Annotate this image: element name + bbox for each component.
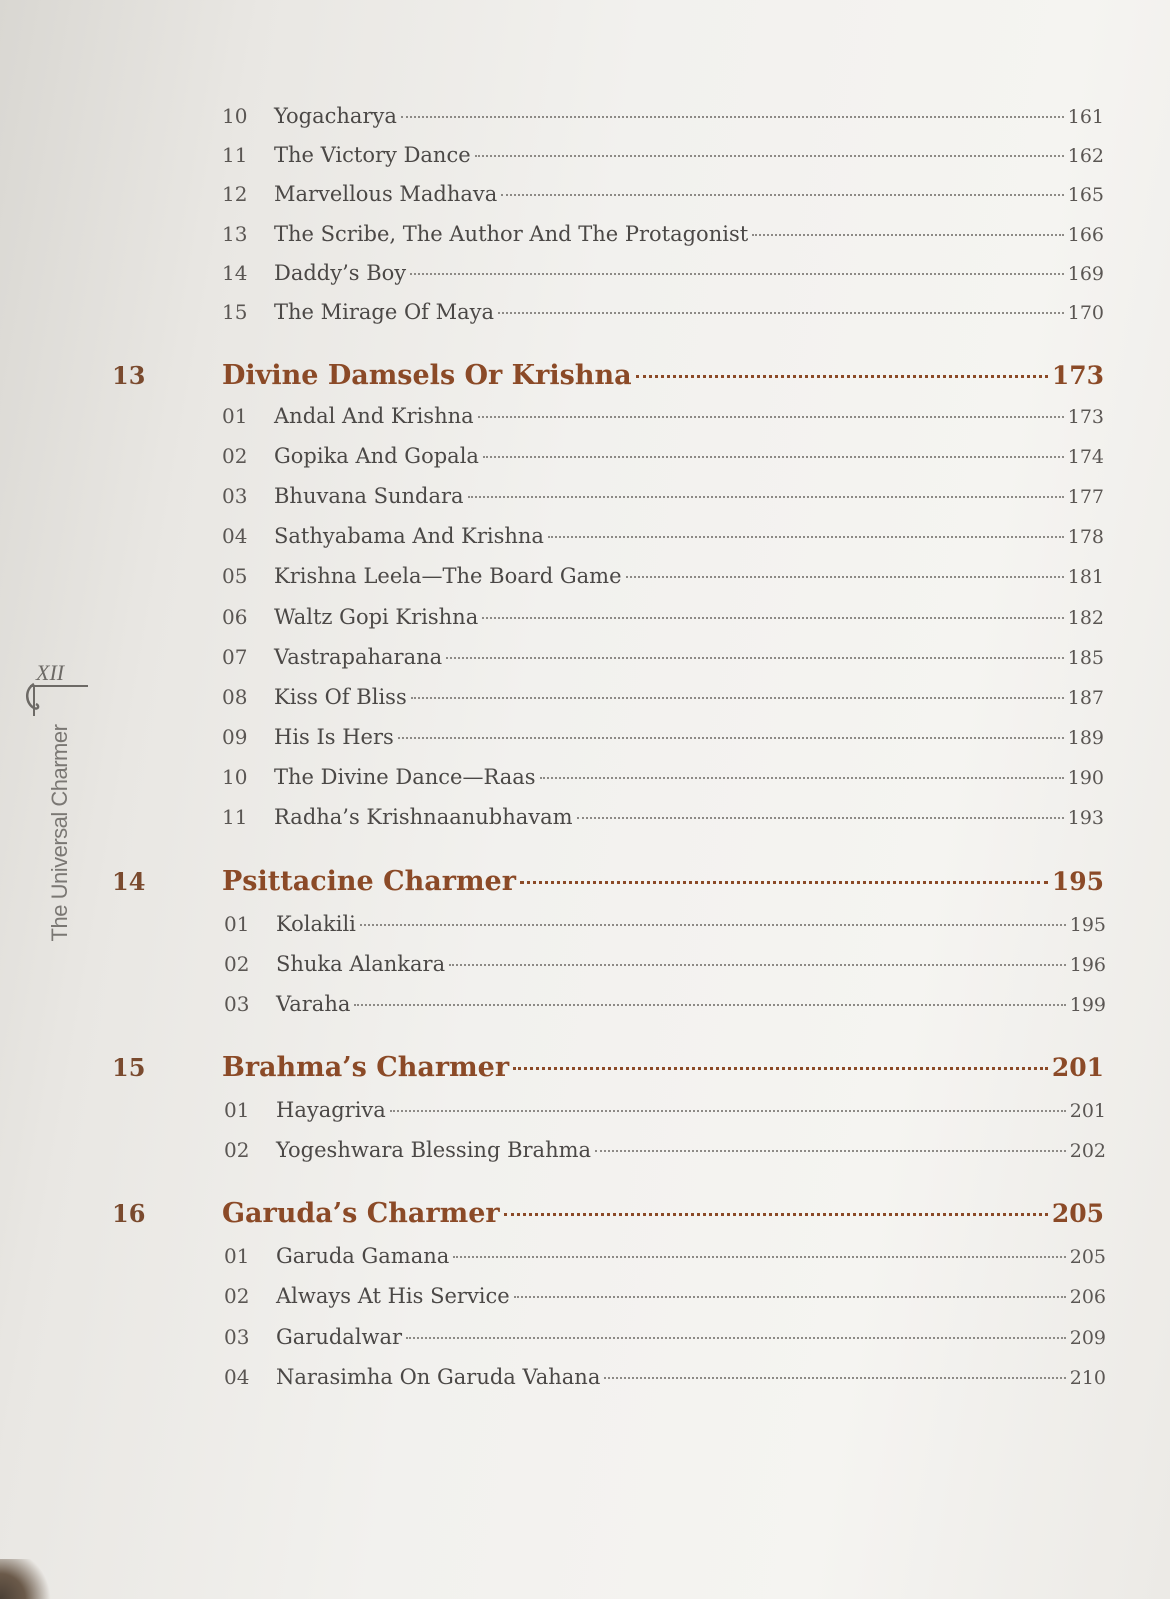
entry-title: The Victory Dance — [274, 143, 471, 168]
entry-title: Yogacharya — [274, 104, 397, 128]
dot-leader — [514, 1296, 1066, 1298]
entry-number: 04 — [222, 524, 248, 549]
dot-leader — [595, 1150, 1066, 1152]
toc-entry[interactable] — [222, 725, 1104, 757]
dot-leader — [504, 1213, 1048, 1216]
entry-page-number: 185 — [1067, 646, 1104, 669]
entry-page-number: 161 — [1067, 106, 1104, 128]
dot-leader — [577, 817, 1064, 819]
entry-page-number: 199 — [1069, 994, 1106, 1017]
toc-entry[interactable] — [222, 404, 1104, 436]
entry-title: His Is Hers — [274, 724, 394, 749]
chapter-heading[interactable] — [112, 866, 1104, 904]
entry-number: 10 — [222, 104, 248, 128]
chapter-title: Garuda’s Charmer — [222, 1198, 500, 1229]
entry-number: 03 — [224, 992, 250, 1017]
toc-entry[interactable] — [222, 222, 1104, 254]
dot-leader — [501, 194, 1063, 196]
entry-page-number: 177 — [1067, 486, 1104, 509]
entry-title: Vastrapaharana — [274, 644, 443, 669]
toc-entry[interactable] — [222, 524, 1104, 556]
entry-title: Marvellous Madhava — [274, 182, 498, 207]
page-folio: XII — [36, 660, 65, 685]
entry-page-number: 206 — [1069, 1286, 1106, 1309]
dot-leader — [604, 1377, 1065, 1379]
entry-number: 01 — [222, 404, 248, 428]
chapter-page-number: 205 — [1051, 1199, 1104, 1228]
entry-page-number: 174 — [1067, 446, 1104, 469]
dot-leader — [446, 657, 1064, 659]
dot-leader — [398, 737, 1064, 739]
chapter-page-number: 201 — [1051, 1053, 1104, 1082]
entry-title: Radha’s Krishnaanubhavam — [274, 805, 573, 829]
dot-leader — [475, 155, 1064, 157]
entry-page-number: 196 — [1069, 954, 1106, 977]
dot-leader — [468, 496, 1064, 498]
entry-title: Waltz Gopi Krishna — [274, 604, 479, 629]
entry-number: 03 — [222, 484, 248, 509]
entry-number: 06 — [222, 604, 248, 629]
entry-title: Kiss Of Bliss — [274, 684, 407, 709]
entry-number: 11 — [222, 805, 248, 829]
dot-leader — [410, 273, 1064, 275]
entry-page-number: 173 — [1067, 406, 1104, 428]
entry-number: 09 — [222, 724, 248, 749]
dot-leader — [401, 116, 1064, 118]
entry-number: 04 — [224, 1364, 250, 1389]
entry-title: Sathyabama And Krishna — [274, 524, 544, 549]
entry-title: Varaha — [276, 992, 351, 1017]
entry-title: Shuka Alankara — [276, 952, 446, 977]
dot-leader — [752, 234, 1064, 236]
toc-entry[interactable] — [222, 645, 1104, 677]
entry-title: The Scribe, The Author And The Protagonist — [274, 221, 749, 246]
dot-leader — [626, 576, 1064, 578]
toc-entry[interactable] — [222, 444, 1104, 476]
entry-number: 01 — [224, 912, 250, 936]
toc-entry[interactable] — [224, 952, 1106, 984]
toc-entry[interactable] — [222, 300, 1104, 332]
entry-page-number: 205 — [1069, 1246, 1106, 1268]
chapter-page-number: 173 — [1051, 361, 1104, 390]
entry-page-number: 181 — [1067, 566, 1104, 589]
toc-entry[interactable] — [222, 484, 1104, 516]
entry-number: 01 — [224, 1244, 250, 1268]
entry-page-number: 178 — [1067, 526, 1104, 549]
chapter-heading[interactable] — [112, 1198, 1104, 1236]
dot-leader — [449, 964, 1066, 966]
entry-title: Hayagriva — [276, 1098, 386, 1122]
entry-title: Krishna Leela—The Board Game — [274, 564, 622, 589]
entry-page-number: 190 — [1067, 766, 1104, 789]
dot-leader — [453, 1256, 1065, 1258]
entry-number: 02 — [224, 952, 250, 977]
toc-entry[interactable] — [222, 564, 1104, 596]
dot-leader — [390, 1110, 1066, 1112]
toc-entry[interactable] — [222, 685, 1104, 717]
entry-number: 10 — [222, 764, 248, 789]
entry-page-number: 210 — [1069, 1366, 1106, 1389]
toc-entry[interactable] — [224, 1325, 1106, 1357]
entry-title: Yogeshwara Blessing Brahma — [276, 1138, 592, 1162]
dot-leader — [498, 312, 1064, 314]
toc-entry[interactable] — [224, 1098, 1106, 1130]
entry-number: 02 — [224, 1138, 250, 1162]
corner-shadow — [0, 1559, 60, 1599]
entry-title: Garudalwar — [276, 1324, 403, 1349]
chapter-number: 14 — [112, 867, 146, 896]
entry-number: 07 — [222, 644, 248, 669]
entry-page-number: 187 — [1067, 686, 1104, 709]
entry-page-number: 169 — [1067, 262, 1104, 285]
entry-page-number: 182 — [1067, 606, 1104, 629]
entry-title: The Divine Dance—Raas — [274, 764, 536, 789]
toc-entry[interactable] — [222, 182, 1104, 214]
entry-number: 13 — [222, 221, 248, 246]
entry-title: Andal And Krishna — [274, 404, 474, 428]
entry-number: 02 — [224, 1284, 250, 1309]
chapter-number: 13 — [112, 361, 146, 390]
chapter-heading[interactable] — [112, 1052, 1104, 1090]
toc-entry[interactable] — [222, 143, 1104, 175]
toc-entry[interactable] — [224, 912, 1106, 944]
entry-title: Garuda Gamana — [276, 1244, 450, 1268]
entry-page-number: 165 — [1067, 184, 1104, 207]
toc-entry[interactable] — [222, 261, 1104, 293]
entry-number: 05 — [222, 564, 248, 589]
entry-page-number: 170 — [1067, 302, 1104, 324]
entry-title: Kolakili — [276, 912, 356, 936]
dot-leader — [513, 1067, 1048, 1070]
dot-leader — [354, 1004, 1065, 1006]
entry-number: 15 — [222, 300, 248, 324]
dot-leader — [540, 777, 1064, 779]
entry-page-number: 189 — [1067, 726, 1104, 749]
entry-title: Narasimha On Garuda Vahana — [276, 1364, 601, 1389]
toc-entry[interactable] — [224, 1284, 1106, 1316]
entry-page-number: 201 — [1069, 1100, 1106, 1122]
dot-leader — [636, 375, 1048, 378]
chapter-title: Divine Damsels Or Krishna — [222, 360, 632, 391]
toc-entry[interactable] — [222, 104, 1104, 136]
running-title: The Universal Charmer — [47, 724, 72, 942]
dot-leader — [482, 617, 1064, 619]
entry-title: Gopika And Gopala — [274, 444, 479, 469]
entry-number: 08 — [222, 684, 248, 709]
entry-title: The Mirage Of Maya — [274, 300, 495, 324]
dot-leader — [520, 881, 1048, 884]
chapter-page-number: 195 — [1051, 867, 1104, 896]
entry-title: Bhuvana Sundara — [274, 484, 464, 509]
dot-leader — [406, 1337, 1066, 1339]
entry-page-number: 166 — [1067, 223, 1104, 246]
entry-page-number: 195 — [1069, 914, 1106, 936]
chapter-number: 16 — [112, 1199, 146, 1228]
toc-entry[interactable] — [222, 605, 1104, 637]
entry-page-number: 162 — [1067, 145, 1104, 168]
dot-leader — [360, 924, 1066, 926]
entry-number: 03 — [224, 1324, 250, 1349]
chapter-title: Psittacine Charmer — [222, 866, 516, 897]
entry-title: Always At His Service — [276, 1284, 510, 1309]
toc-entry[interactable] — [224, 1365, 1106, 1397]
entry-number: 14 — [222, 260, 248, 285]
toc-entry[interactable] — [224, 992, 1106, 1024]
dot-leader — [411, 697, 1064, 699]
entry-page-number: 209 — [1069, 1326, 1106, 1349]
toc-entry[interactable] — [224, 1138, 1106, 1170]
dot-leader — [483, 456, 1064, 458]
chapter-number: 15 — [112, 1053, 146, 1082]
entry-page-number: 193 — [1067, 807, 1104, 829]
entry-title: Daddy’s Boy — [274, 260, 407, 285]
dot-leader — [478, 416, 1064, 418]
entry-number: 02 — [222, 444, 248, 469]
entry-number: 01 — [224, 1098, 250, 1122]
dot-leader — [548, 536, 1064, 538]
chapter-heading[interactable] — [112, 360, 1104, 398]
entry-number: 12 — [222, 182, 248, 207]
toc-entry[interactable] — [222, 765, 1104, 797]
entry-number: 11 — [222, 143, 248, 168]
entry-page-number: 202 — [1069, 1140, 1106, 1162]
toc-entry[interactable] — [224, 1244, 1106, 1276]
chapter-title: Brahma’s Charmer — [222, 1052, 510, 1083]
toc-entry[interactable] — [222, 805, 1104, 837]
